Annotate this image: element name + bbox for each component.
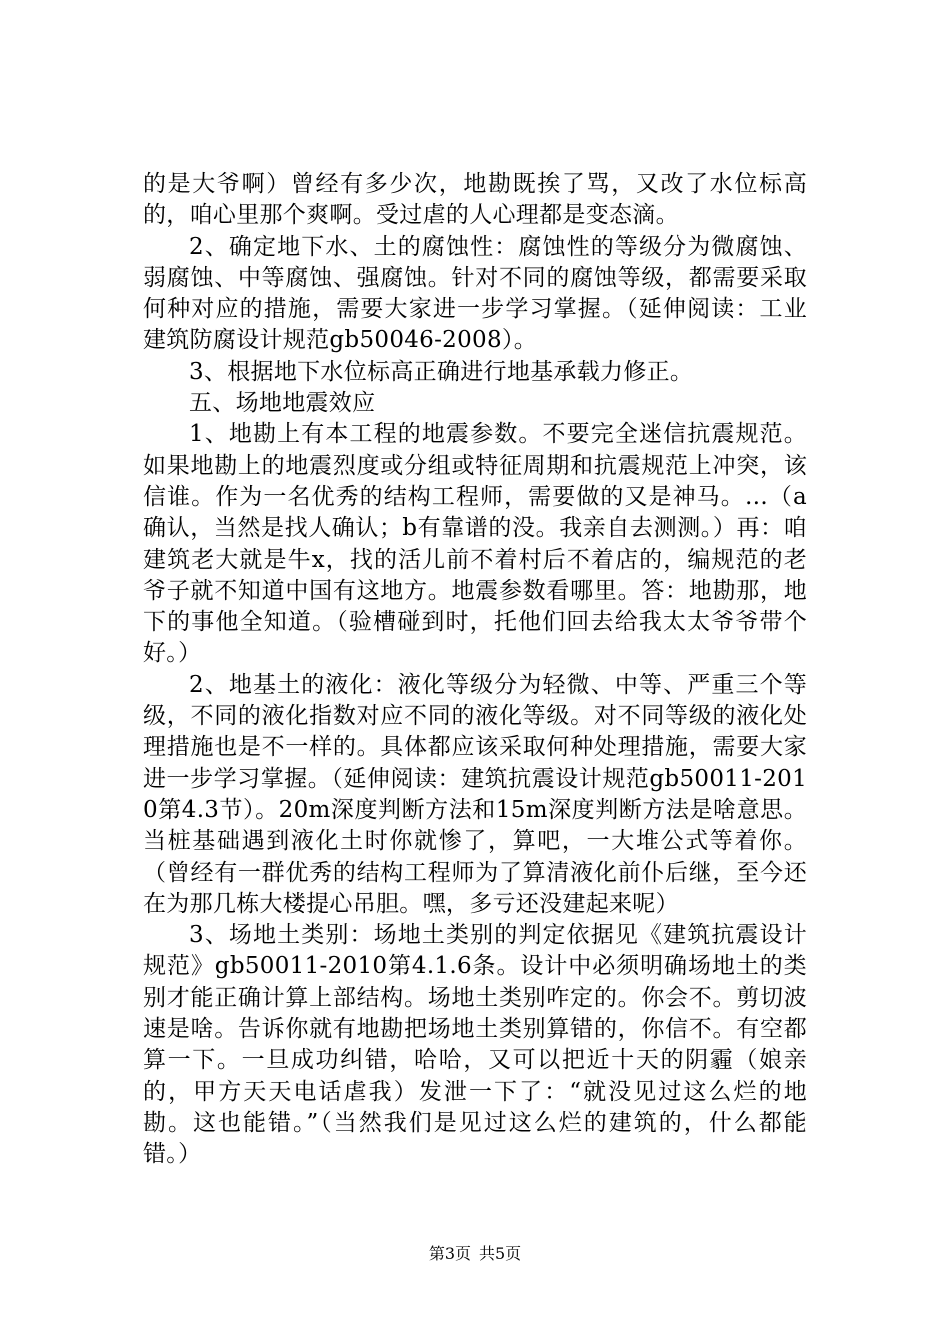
page-total: 共5页: [479, 1244, 522, 1263]
paragraph-bearing-capacity: 3、根据地下水位标高正确进行地基承载力修正。: [189, 358, 694, 385]
paragraph-seismic-parameters: 1、地勘上有本工程的地震参数。不要完全迷信抗震规范。如果地勘上的地震烈度或分组或特征周期和抗震规范上冲突，该信谁。作为一名优秀的结构工程师，需要做的又是神马。…（a确认，当然是找人确认；b有靠谱的没。我亲自去测测。）再：咱建筑老大就是牛x，找的活儿前不着村后不着店的，编规范的老爷子就不知道中国有这地方。地震参数看哪里。答：地勘那，地下的事他全知道。（验槽碰到时，托他们回去给我太太爷爷带个好。）: [143, 421, 807, 667]
page-number: 第3页: [428, 1244, 471, 1263]
paragraph-continuation: 的是大爷啊）曾经有多少次，地勘既挨了骂，又改了水位标高的，咱心里那个爽啊。受过虐的人心理都是变态滴。: [143, 171, 807, 229]
section-heading-seismic-effect: 五、场地地震效应: [189, 390, 376, 417]
page-footer: [0, 1244, 950, 1264]
paragraph-corrosion: 2、确定地下水、土的腐蚀性：腐蚀性的等级分为微腐蚀、弱腐蚀、中等腐蚀、强腐蚀。针对不同的腐蚀等级，都需要采取何种对应的措施，需要大家进一步学习掌握。（延伸阅读：工业建筑防腐设计规范gb50046-2008）。: [143, 233, 807, 354]
paragraph-site-class: 3、场地土类别：场地土类别的判定依据见《建筑抗震设计规范》gb50011-2010第4.1.6条。设计中必须明确场地土的类别才能正确计算上部结构。场地土类别咋定的。你会不。剪切波速是啥。告诉你就有地勘把场地土类别算错的，你信不。有空都算一下。一旦成功纠错，哈哈，又可以把近十天的阴霾（娘亲的，甲方天天电话虐我）发泄一下了：“就没见过这么烂的地勘。这也能错。”（当然我们是见过这么烂的建筑的，什么都能错。）: [143, 922, 807, 1168]
document-body: [143, 169, 807, 1171]
paragraph-liquefaction: 2、地基土的液化：液化等级分为轻微、中等、严重三个等级，不同的液化指数对应不同的液化等级。对不同等级的液化处理措施也是不一样的。具体都应该采取何种处理措施，需要大家进一步学习掌握。（延伸阅读：建筑抗震设计规范gb50011-2010第4.3节）。20m深度判断方法和15m深度判断方法是啥意思。当桩基础遇到液化土时你就惨了，算吧，一大堆公式等着你。（曾经有一群优秀的结构工程师为了算清液化前仆后继，至今还在为那几栋大楼提心吊胆。嘿，多亏还没建起来呢）: [143, 671, 807, 917]
